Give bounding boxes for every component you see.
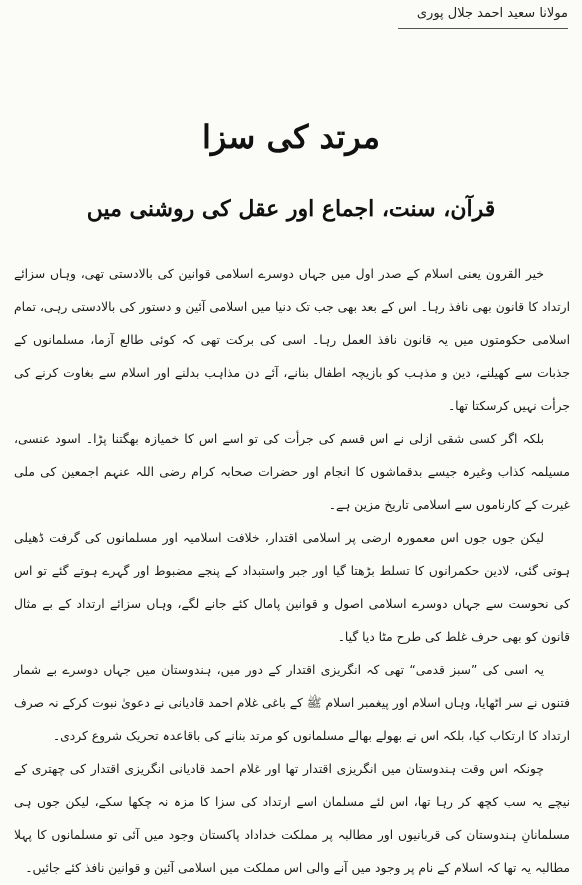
paragraph: لیکن جوں جوں اس معمورہ ارضی پر اسلامی اقتدار، خلافت اسلامیہ اور مسلمانوں کی گرفت ڈھیلی ہوتی گئی، لادین حکمرانوں کا تسلط بڑھتا گیا اور جبر واستبداد کے پنجے مضبوط اور گہرے ہوتے گئے تو اس کی نحوست سے جہاں دوسرے اسلامی اصول و قوانین پامال کئے جانے لگے، وہاں سزائے ارتداد کے بے مثال قانون کو بھی حرف غلط کی طرح مٹا دیا گیا۔ [14, 531, 570, 644]
article-title: مرتد کی سزا [201, 118, 381, 156]
article-body [14, 258, 570, 885]
byline-underline [398, 28, 568, 29]
paragraph: بلکہ اگر کسی شقی ازلی نے اس قسم کی جرأت کی تو اسے اس کا خمیازہ بھگتنا پڑا۔ اسود عنسی، مسیلمہ کذاب وغیرہ جیسے بدقماشوں کا انجام اور حضرات صحابہ کرام رضی اللہ عنہم اجمعین کی ملی غیرت کے کارناموں سے اسلامی تاریخ مزین ہے۔ [14, 432, 570, 512]
paragraph: یہ اسی کی ”سبز قدمی“ تھی کہ انگریزی اقتدار کے دور میں، ہندوستان میں جہاں دوسرے بے شمار فتنوں نے سر اٹھایا، وہاں اسلام اور پیغمبر اسلام ﷺ کے باغی غلام احمد قادیانی نے دعویٰ نبوت کرکے نہ صرف ارتداد کا ارتکاب کیا، بلکہ اس نے بھولے بھالے مسلمانوں کو مرتد بنانے کی باقاعدہ تحریک شروع کردی۔ [14, 663, 570, 743]
author-byline: مولانا سعید احمد جلال پوری [416, 6, 568, 21]
paragraph: خیر القرون یعنی اسلام کے صدر اول میں جہاں دوسرے اسلامی قوانین کی بالادستی تھی، وہاں سزائے ارتداد کا قانون بھی نافذ رہا۔ اس کے بعد بھی جب تک دنیا میں اسلامی آئین و دستور کی بالادستی رہی، تمام اسلامی حکومتوں میں یہ قانون نافذ العمل رہا۔ اسی کی برکت تھی کہ کوئی طالع آزما، مسلمانوں کے جذبات سے کھیلنے، دین و مذہب کو بازیچہ اطفال بنانے، آئے دن مذاہب بدلنے اور اسلام سے بغاوت کرنے کی جرأت نہیں کرسکتا تھا۔ [14, 267, 570, 413]
article-subtitle: قرآن، سنت، اجماع اور عقل کی روشنی میں [86, 196, 496, 222]
paragraph: چونکہ اس وقت ہندوستان میں انگریزی اقتدار تھا اور غلام احمد قادیانی انگریزی اقتدار کی چھتری کے نیچے یہ سب کچھ کر رہا تھا، اس لئے مسلمان اسے ارتداد کی سزا کا مزہ نہ چکھا سکے، لیکن جوں ہی مسلمانانِ ہندوستان کی قربانیوں اور مطالبہ پر مملکت خداداد پاکستان وجود میں آئی تو مسلمانوں کا پہلا مطالبہ یہ تھا کہ اسلام کے نام پر وجود میں آنے والی اس مملکت میں اسلامی آئین و قوانین نافذ کئے جائیں۔ [14, 762, 570, 875]
